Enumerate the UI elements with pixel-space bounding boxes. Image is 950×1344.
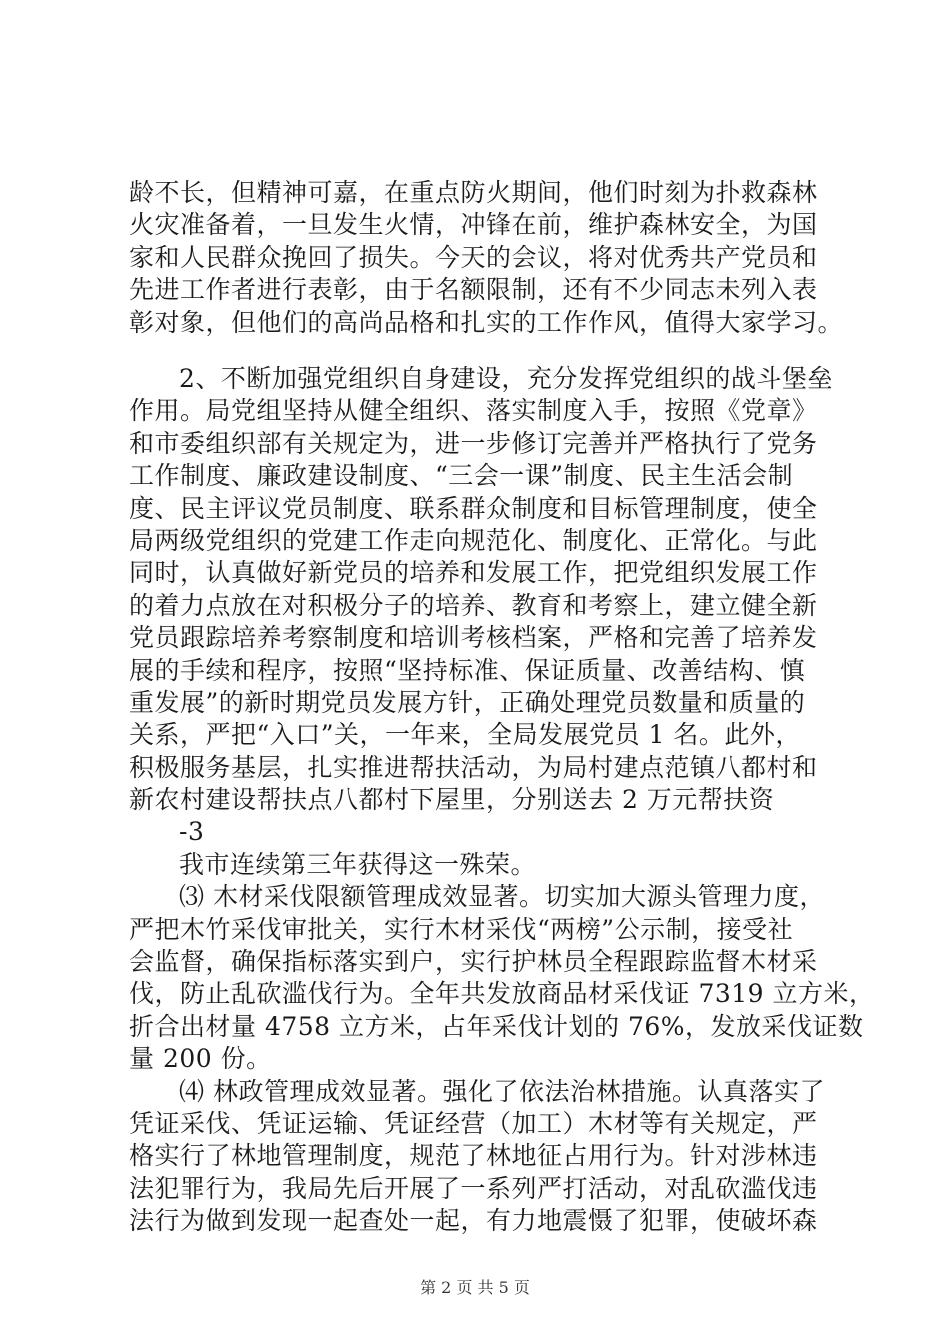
text-line: 展的手续和程序，按照“坚持标准、保证质量、改善结构、慎 [129, 655, 806, 685]
text-line: 量 200 份。 [129, 1044, 272, 1074]
text-line: 同时，认真做好新党员的培养和发展工作，把党组织发展工作 [129, 558, 818, 588]
text-line: 凭证采伐、凭证运输、凭证经营（加工）木材等有关规定，严 [129, 1108, 818, 1138]
text-line: 格实行了林地管理制度，规范了林地征占用行为。针对涉林违 [129, 1141, 818, 1171]
text-line: 2、不断加强党组织自身建设，充分发挥党组织的战斗堡垒 [179, 364, 833, 393]
text-line: 伐，防止乱砍滥伐行为。全年共发放商品材采伐证 7319 立方米， [129, 979, 875, 1009]
page-number: 第 2 页 共 5 页 [420, 1278, 530, 1297]
text-line: 彰对象，但他们的高尚品格和扎实的工作作风，值得大家学习。 [129, 307, 844, 337]
text-line: ⑶ 木材采伐限额管理成效显著。切实加大源头管理力度， [179, 882, 825, 912]
page-footer [0, 1275, 950, 1298]
text-line: 法行为做到发现一起查处一起，有力地震慑了犯罪，使破坏森 [129, 1206, 818, 1236]
text-line: 法犯罪行为，我局先后开展了一系列严打活动，对乱砍滥伐违 [129, 1173, 818, 1203]
page-marker: -3 [179, 817, 205, 847]
text-line: 龄不长，但精神可嘉，在重点防火期间，他们时刻为扑救森林 [129, 178, 818, 207]
text-line: 家和人民群众挽回了损失。今天的会议，将对优秀共产党员和 [129, 242, 818, 272]
text-line: 和市委组织部有关规定为，进一步修订完善并严格执行了党务 [129, 428, 818, 458]
text-line: 度、民主评议党员制度、联系群众制度和目标管理制度，使全 [129, 493, 818, 523]
text-line: 会监督，确保指标落实到户，实行护林员全程跟踪监督木材采 [129, 947, 818, 977]
text-line: 我市连续第三年获得这一殊荣。 [179, 849, 537, 879]
text-line: 先进工作者进行表彰，由于名额限制，还有不少同志未列入表 [129, 275, 818, 305]
text-line: 党员跟踪培养考察制度和培训考核档案，严格和完善了培养发 [129, 623, 818, 653]
text-line: 作用。局党组坚持从健全组织、落实制度入手，按照《党章》 [129, 396, 818, 426]
text-line: ⑷ 林政管理成效显著。强化了依法治林措施。认真落实了 [179, 1076, 825, 1106]
text-line: 关系，严把“入口”关，一年来，全局发展党员 1 名。此外， [129, 720, 801, 750]
text-line: 工作制度、廉政建设制度、“三会一课”制度、民主生活会制 [129, 461, 794, 491]
text-line: 积极服务基层，扎实推进帮扶活动，为局村建点范镇八都村和 [129, 752, 818, 782]
paragraph-continuation [129, 177, 849, 339]
text-line: 折合出材量 4758 立方米，占年采伐计划的 76%，发放采伐证数 [129, 1011, 864, 1041]
text-line: 严把木竹采伐审批关，实行木材采伐“两榜”公示制，接受社 [129, 914, 794, 944]
text-line: 新农村建设帮扶点八都村下屋里，分别送去 2 万元帮扶资 [129, 785, 775, 815]
text-line: 重发展”的新时期党员发展方针，正确处理党员数量和质量的 [129, 687, 806, 717]
body-text [129, 363, 875, 1238]
text-line: 局两级党组织的党建工作走向规范化、制度化、正常化。与此 [129, 525, 818, 555]
text-line: 火灾准备着，一旦发生火情，冲锋在前，维护森林安全，为国 [129, 210, 818, 240]
text-line: 的着力点放在对积极分子的培养、教育和考察上，建立健全新 [129, 590, 818, 620]
